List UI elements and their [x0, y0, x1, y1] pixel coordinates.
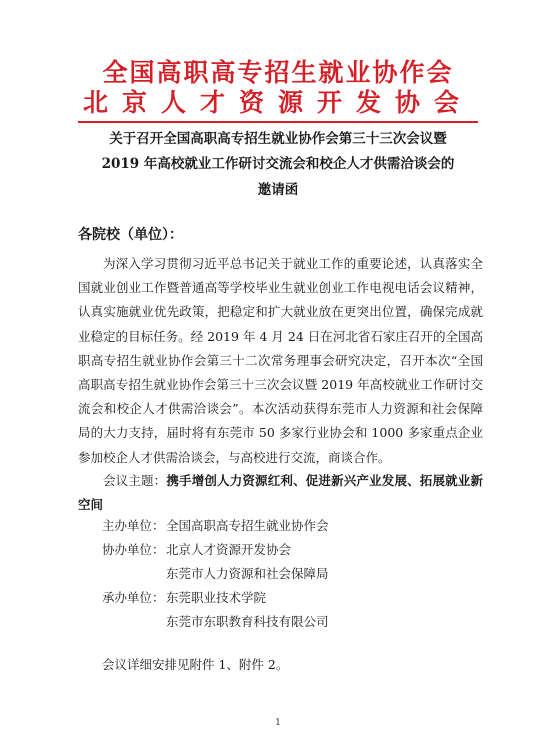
- undertake-value-1: 东莞职业技术学院: [166, 590, 267, 605]
- salutation: 各院校（单位）：: [78, 227, 183, 243]
- undertake-value-2: 东莞市东职教育科技有限公司: [166, 614, 329, 629]
- attachment-note: 会议详细安排见附件 1、附件 2。: [102, 657, 289, 672]
- header-org-1: 全国高职高专招生就业协作会: [102, 58, 454, 87]
- host-label: 主办单位：: [102, 518, 165, 533]
- meeting-theme: [78, 469, 483, 517]
- header-divider: [78, 121, 478, 123]
- title-line-1: 关于召开全国高职高专招生就业协作会第三十三次会议暨: [109, 131, 447, 147]
- body-paragraph: 为深入学习贯彻习近平总书记关于就业工作的重要论述，认真落实全国就业创业工作暨普通高等学校毕业生就业创业工作电视电话会议精神，认真实施就业优先政策，把稳定和扩大就业放在更突出位置，确保完成就业稳定的目标任务。经 2019 年 4 月 24 日在河北省石家庄召开的全国高职高专招生就业协作会第三十二次常务理事会研究决定，召开本次“全国高职高专招生就业协作会第三十三次会议暨 2019 年高校就业工作研讨交流会和校企人才供需洽谈会”。本次活动获得东莞市人力资源和社会保障局的大力支持，届时将有东莞市 50 多家行业协会和 1000 多家重点企业参加校企人才供需洽谈会，与高校进行交流，商谈合作。: [78, 256, 483, 465]
- co-label: 协办单位：: [102, 542, 165, 557]
- theme-text: 携手增创人力资源红利、促进新兴产业发展、拓展就业新空间: [78, 473, 483, 513]
- undertake-label: 承办单位：: [102, 590, 165, 605]
- co-value-2: 东莞市人力资源和社会保障局: [166, 566, 329, 581]
- co-value-1: 北京人才资源开发协会: [166, 542, 292, 557]
- page-number: 1: [275, 718, 281, 728]
- header-org-2: 北京人才资源开发协会: [82, 88, 473, 117]
- title-line-3: 邀请函: [257, 182, 299, 198]
- theme-label: 会议主题：: [103, 473, 167, 488]
- host-value: 全国高职高专招生就业协作会: [166, 518, 329, 533]
- title-line-2: 2019 年高校就业工作研讨交流会和校企人才供需洽谈会的: [101, 156, 455, 172]
